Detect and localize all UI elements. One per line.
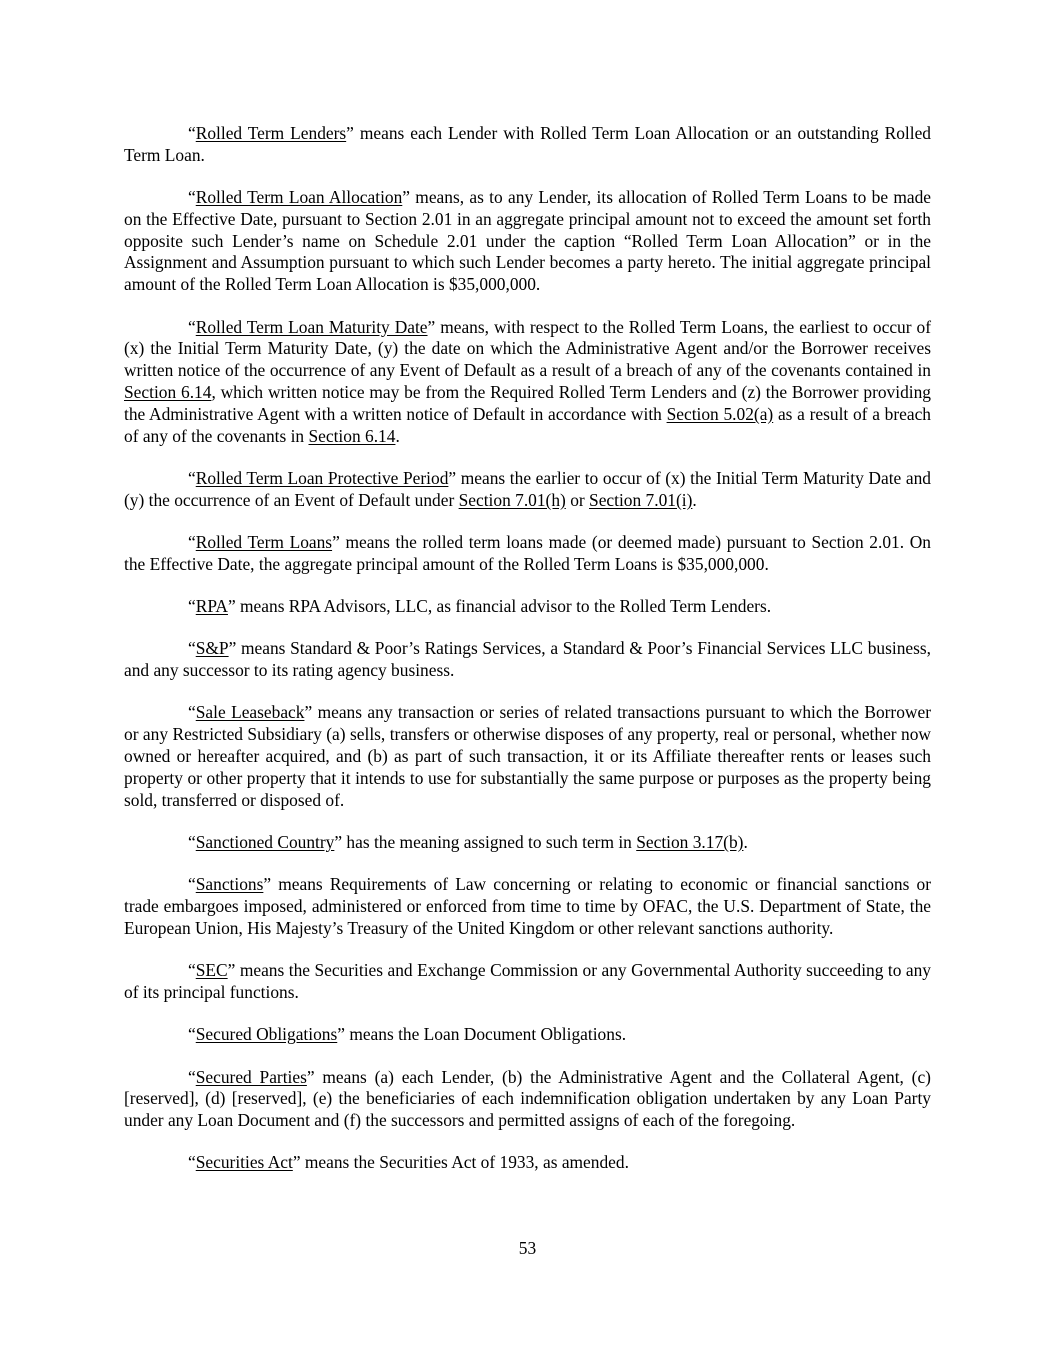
definition-text: “ <box>188 123 196 143</box>
defined-term: Secured Obligations <box>195 1024 338 1045</box>
definition-text: ” means (a) each Lender, (b) the Administrative Agent and the Collateral Agent, (c) [reserved], (d) [reserved], (e) the beneficiaries of each indemnification obligation undertaken by any Loan Party under any Loan Document and (f) the successors and permitted assigns of each of the foregoing. <box>124 1066 931 1131</box>
definition-text: ” means the Loan Document Obligations. <box>337 1024 627 1045</box>
defined-term: Secured Parties <box>195 1066 307 1087</box>
defined-term: Rolled Term Loans <box>195 531 333 552</box>
definition-text: ” means the Securities and Exchange Commission or any Governmental Authority succeeding to any of its principal functions. <box>124 960 931 1002</box>
section-reference: Section 7.01(h) <box>458 489 566 510</box>
definition-paragraph <box>124 1152 931 1174</box>
definition-paragraph <box>124 832 931 854</box>
definition-paragraph <box>124 123 931 167</box>
definition-text: “ <box>188 1152 196 1173</box>
definition-text: ” means each Lender with Rolled Term Loan Allocation or an outstanding Rolled Term Loan. <box>124 123 931 165</box>
definition-text: “ <box>188 1024 196 1045</box>
definition-text: ” means RPA Advisors, LLC, as financial advisor to the Rolled Term Lenders. <box>227 596 772 617</box>
definition-text: “ <box>188 316 196 337</box>
definition-text: ” means Standard & Poor’s Ratings Services, a Standard & Poor’s Financial Services LLC business, and any successor to its rating agency business. <box>124 638 931 681</box>
definition-text: “ <box>188 187 196 208</box>
definition-text: ” means the Securities Act of 1933, as amended. <box>292 1152 629 1173</box>
definition-paragraph <box>124 596 931 618</box>
section-reference: Section 6.14 <box>308 425 396 446</box>
section-reference: Section 3.17(b) <box>636 831 744 852</box>
defined-term: Sale Leaseback <box>195 702 305 723</box>
definition-text: “ <box>188 531 196 552</box>
definition-text: ” means the rolled term loans made (or deemed made) pursuant to Section 2.01. On the Effective Date, the aggregate principal amount of the Rolled Term Loans is $35,000,000. <box>124 531 932 574</box>
definition-paragraph <box>124 1024 931 1046</box>
section-reference: Section 5.02(a) <box>666 403 774 424</box>
definition-text: ” means any transaction or series of related transactions pursuant to which the Borrower or any Restricted Subsidiary (a) sells, transfers or otherwise disposes of any property, real or personal, whether now owned or hereafter acquired, and (b) as part of such transaction, it or its Affiliate thereafter rents or leases such property or other property that it intends to use for substantially the same purpose or purposes as the property being sold, transferred or disposed of. <box>124 702 931 810</box>
section-reference: Section 7.01(i) <box>589 489 693 510</box>
defined-term: SEC <box>195 960 228 981</box>
definition-text: ” means Requirements of Law concerning or relating to economic or financial sanctions or trade embargoes imposed, administered or enforced from time to time by OFAC, the U.S. Department of State, the European Union, His Majesty’s Treasury of the United Kingdom or other relevant sanctions authority. <box>124 874 931 938</box>
defined-term: Rolled Term Lenders <box>195 123 347 143</box>
definition-text: “ <box>188 702 196 723</box>
definition-text: “ <box>188 874 196 895</box>
definition-paragraph <box>124 638 931 682</box>
defined-term: Sanctioned Country <box>195 831 335 852</box>
definition-paragraph <box>124 187 931 296</box>
definition-text: ” means the earlier to occur of (x) the Initial Term Maturity Date and (y) the occurrence of an Event of Default under <box>124 467 931 510</box>
definition-paragraph <box>124 1067 931 1132</box>
definition-paragraph <box>124 702 931 811</box>
defined-term: Sanctions <box>195 874 264 895</box>
definition-text: ” means, with respect to the Rolled Term Loans, the earliest to occur of (x) the Initial Term Maturity Date, (y) the date on which the Administrative Agent and/or the Borrower receives written notice of the occurrence of any Event of Default as a result of a breach of any of the covenants contained in <box>124 316 931 381</box>
definition-paragraph <box>124 468 931 512</box>
defined-term: Rolled Term Loan Maturity Date <box>195 316 428 337</box>
definition-paragraph <box>124 317 931 448</box>
definition-text: ” has the meaning assigned to such term in <box>334 831 637 852</box>
definition-text: . <box>692 489 697 510</box>
definition-text: “ <box>188 638 196 659</box>
definition-paragraph <box>124 874 931 939</box>
definition-text: “ <box>188 1066 196 1087</box>
definition-text: “ <box>188 960 196 981</box>
definition-paragraph <box>124 532 931 576</box>
definition-paragraph <box>124 960 931 1004</box>
page-number: 53 <box>518 1238 537 1258</box>
defined-term: Rolled Term Loan Allocation <box>195 187 403 208</box>
definition-text: . <box>395 425 400 446</box>
definition-text: or <box>565 489 590 510</box>
defined-term: RPA <box>195 596 228 617</box>
definition-text: ” means, as to any Lender, its allocation of Rolled Term Loans to be made on the Effective Date, pursuant to Section 2.01 in an aggregate principal amount not to exceed the amount set forth opposite such Lender’s name on Schedule 2.01 under the caption “Rolled Term Loan Allocation” or in the Assignment and Assumption pursuant to which such Lender becomes a party hereto. The initial aggregate principal amount of the Rolled Term Loan Allocation is $35,000,000. <box>124 187 931 295</box>
definition-text: . <box>743 831 748 852</box>
definition-text: as a result of a breach of any of the covenants in <box>124 403 931 446</box>
definition-text: , which written notice may be from the Required Rolled Term Lenders and (z) the Borrower providing the Administrative Agent with a written notice of Default in accordance with <box>124 381 931 424</box>
section-reference: Section 6.14 <box>124 381 212 402</box>
document-body <box>124 123 931 1195</box>
defined-term: Securities Act <box>195 1152 293 1173</box>
defined-term: S&P <box>195 638 229 659</box>
definition-text: “ <box>188 596 196 617</box>
defined-term: Rolled Term Loan Protective Period <box>195 467 449 488</box>
definition-text: “ <box>188 467 196 488</box>
definition-text: “ <box>188 831 196 852</box>
